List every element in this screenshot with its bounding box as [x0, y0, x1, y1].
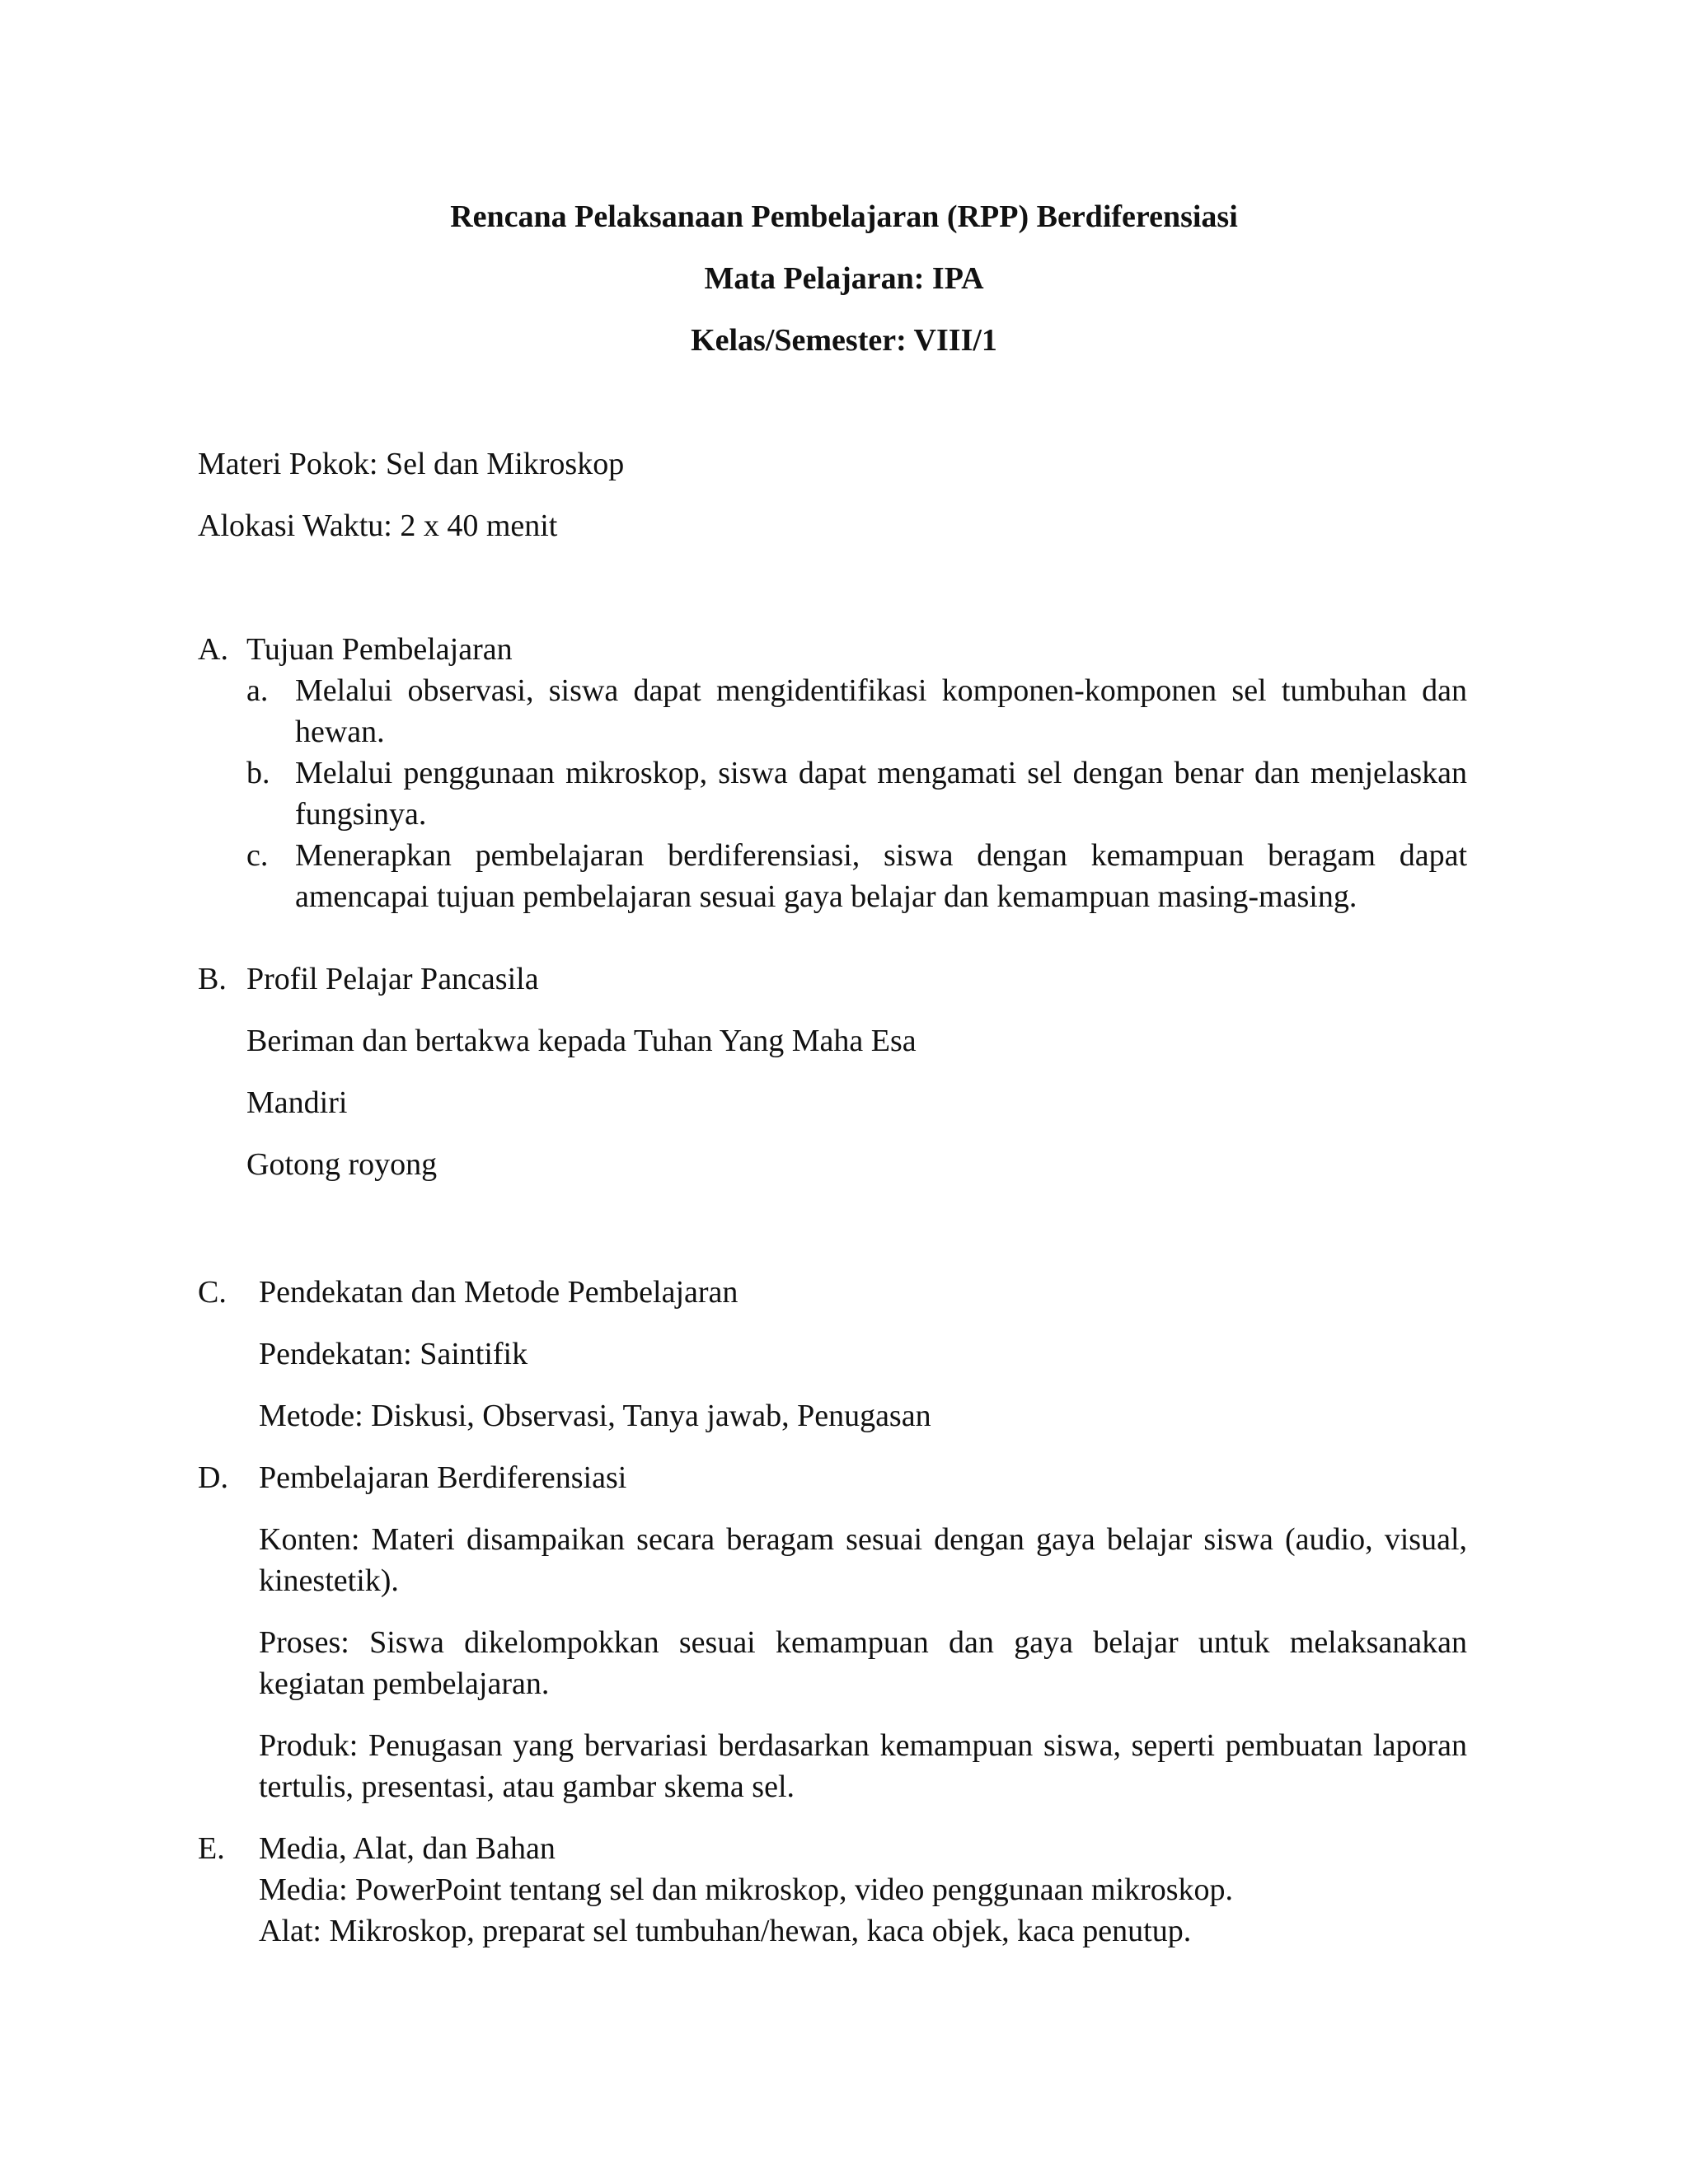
- objective-b-letter: b.: [246, 756, 270, 790]
- konten-text: Konten: Materi disampaikan secara beragam sesuai dengan gaya belajar siswa (audio, visual, kinestetik).: [259, 1522, 1467, 1598]
- section-a-letter: A.: [198, 632, 228, 667]
- objective-c-text: Menerapkan pembelajaran berdiferensiasi, siswa dengan kemampuan beragam dapat amencapai tujuan pembelajaran sesuai gaya belajar dan kemampuan masing-masing.: [295, 838, 1467, 914]
- class-semester-line: Kelas/Semester: VIII/1: [691, 323, 997, 358]
- section-b-title: Profil Pelajar Pancasila: [246, 962, 539, 996]
- objective-b-text: Melalui penggunaan mikroskop, siswa dapat mengamati sel dengan benar dan menjelaskan fungsinya.: [295, 756, 1467, 832]
- alokasi-waktu: Alokasi Waktu: 2 x 40 menit: [198, 509, 558, 543]
- proses-text: Proses: Siswa dikelompokkan sesuai kemampuan dan gaya belajar untuk melaksanakan kegiatan pembelajaran.: [259, 1625, 1467, 1701]
- subject-line: Mata Pelajaran: IPA: [704, 261, 984, 296]
- alat-text: Alat: Mikroskop, preparat sel tumbuhan/hewan, kaca objek, kaca penutup.: [259, 1914, 1192, 1948]
- objective-a-letter: a.: [246, 673, 269, 708]
- section-d-title: Pembelajaran Berdiferensiasi: [259, 1460, 627, 1495]
- section-e-title: Media, Alat, dan Bahan: [259, 1831, 556, 1866]
- objective-a-text: Melalui observasi, siswa dapat mengidentifikasi komponen-komponen sel tumbuhan dan hewan.: [295, 673, 1467, 749]
- section-e-letter: E.: [198, 1831, 225, 1866]
- objective-c-letter: c.: [246, 838, 269, 873]
- section-d-letter: D.: [198, 1460, 228, 1495]
- section-c-title: Pendekatan dan Metode Pembelajaran: [259, 1275, 738, 1310]
- materi-pokok: Materi Pokok: Sel dan Mikroskop: [198, 447, 625, 481]
- section-c-letter: C.: [198, 1275, 227, 1310]
- document-title: Rencana Pelaksanaan Pembelajaran (RPP) Berdiferensiasi: [450, 199, 1238, 234]
- media-text: Media: PowerPoint tentang sel dan mikroskop, video penggunaan mikroskop.: [259, 1872, 1234, 1907]
- section-b-letter: B.: [198, 962, 227, 996]
- profile-item: Beriman dan bertakwa kepada Tuhan Yang Maha Esa: [246, 1024, 917, 1058]
- profile-item: Mandiri: [246, 1085, 348, 1120]
- section-a-title: Tujuan Pembelajaran: [246, 632, 513, 667]
- pendekatan-text: Pendekatan: Saintifik: [259, 1337, 528, 1371]
- produk-text: Produk: Penugasan yang bervariasi berdasarkan kemampuan siswa, seperti pembuatan laporan tertulis, presentasi, atau gambar skema sel.: [259, 1728, 1467, 1804]
- metode-text: Metode: Diskusi, Observasi, Tanya jawab, Penugasan: [259, 1399, 931, 1433]
- profile-item: Gotong royong: [246, 1147, 438, 1182]
